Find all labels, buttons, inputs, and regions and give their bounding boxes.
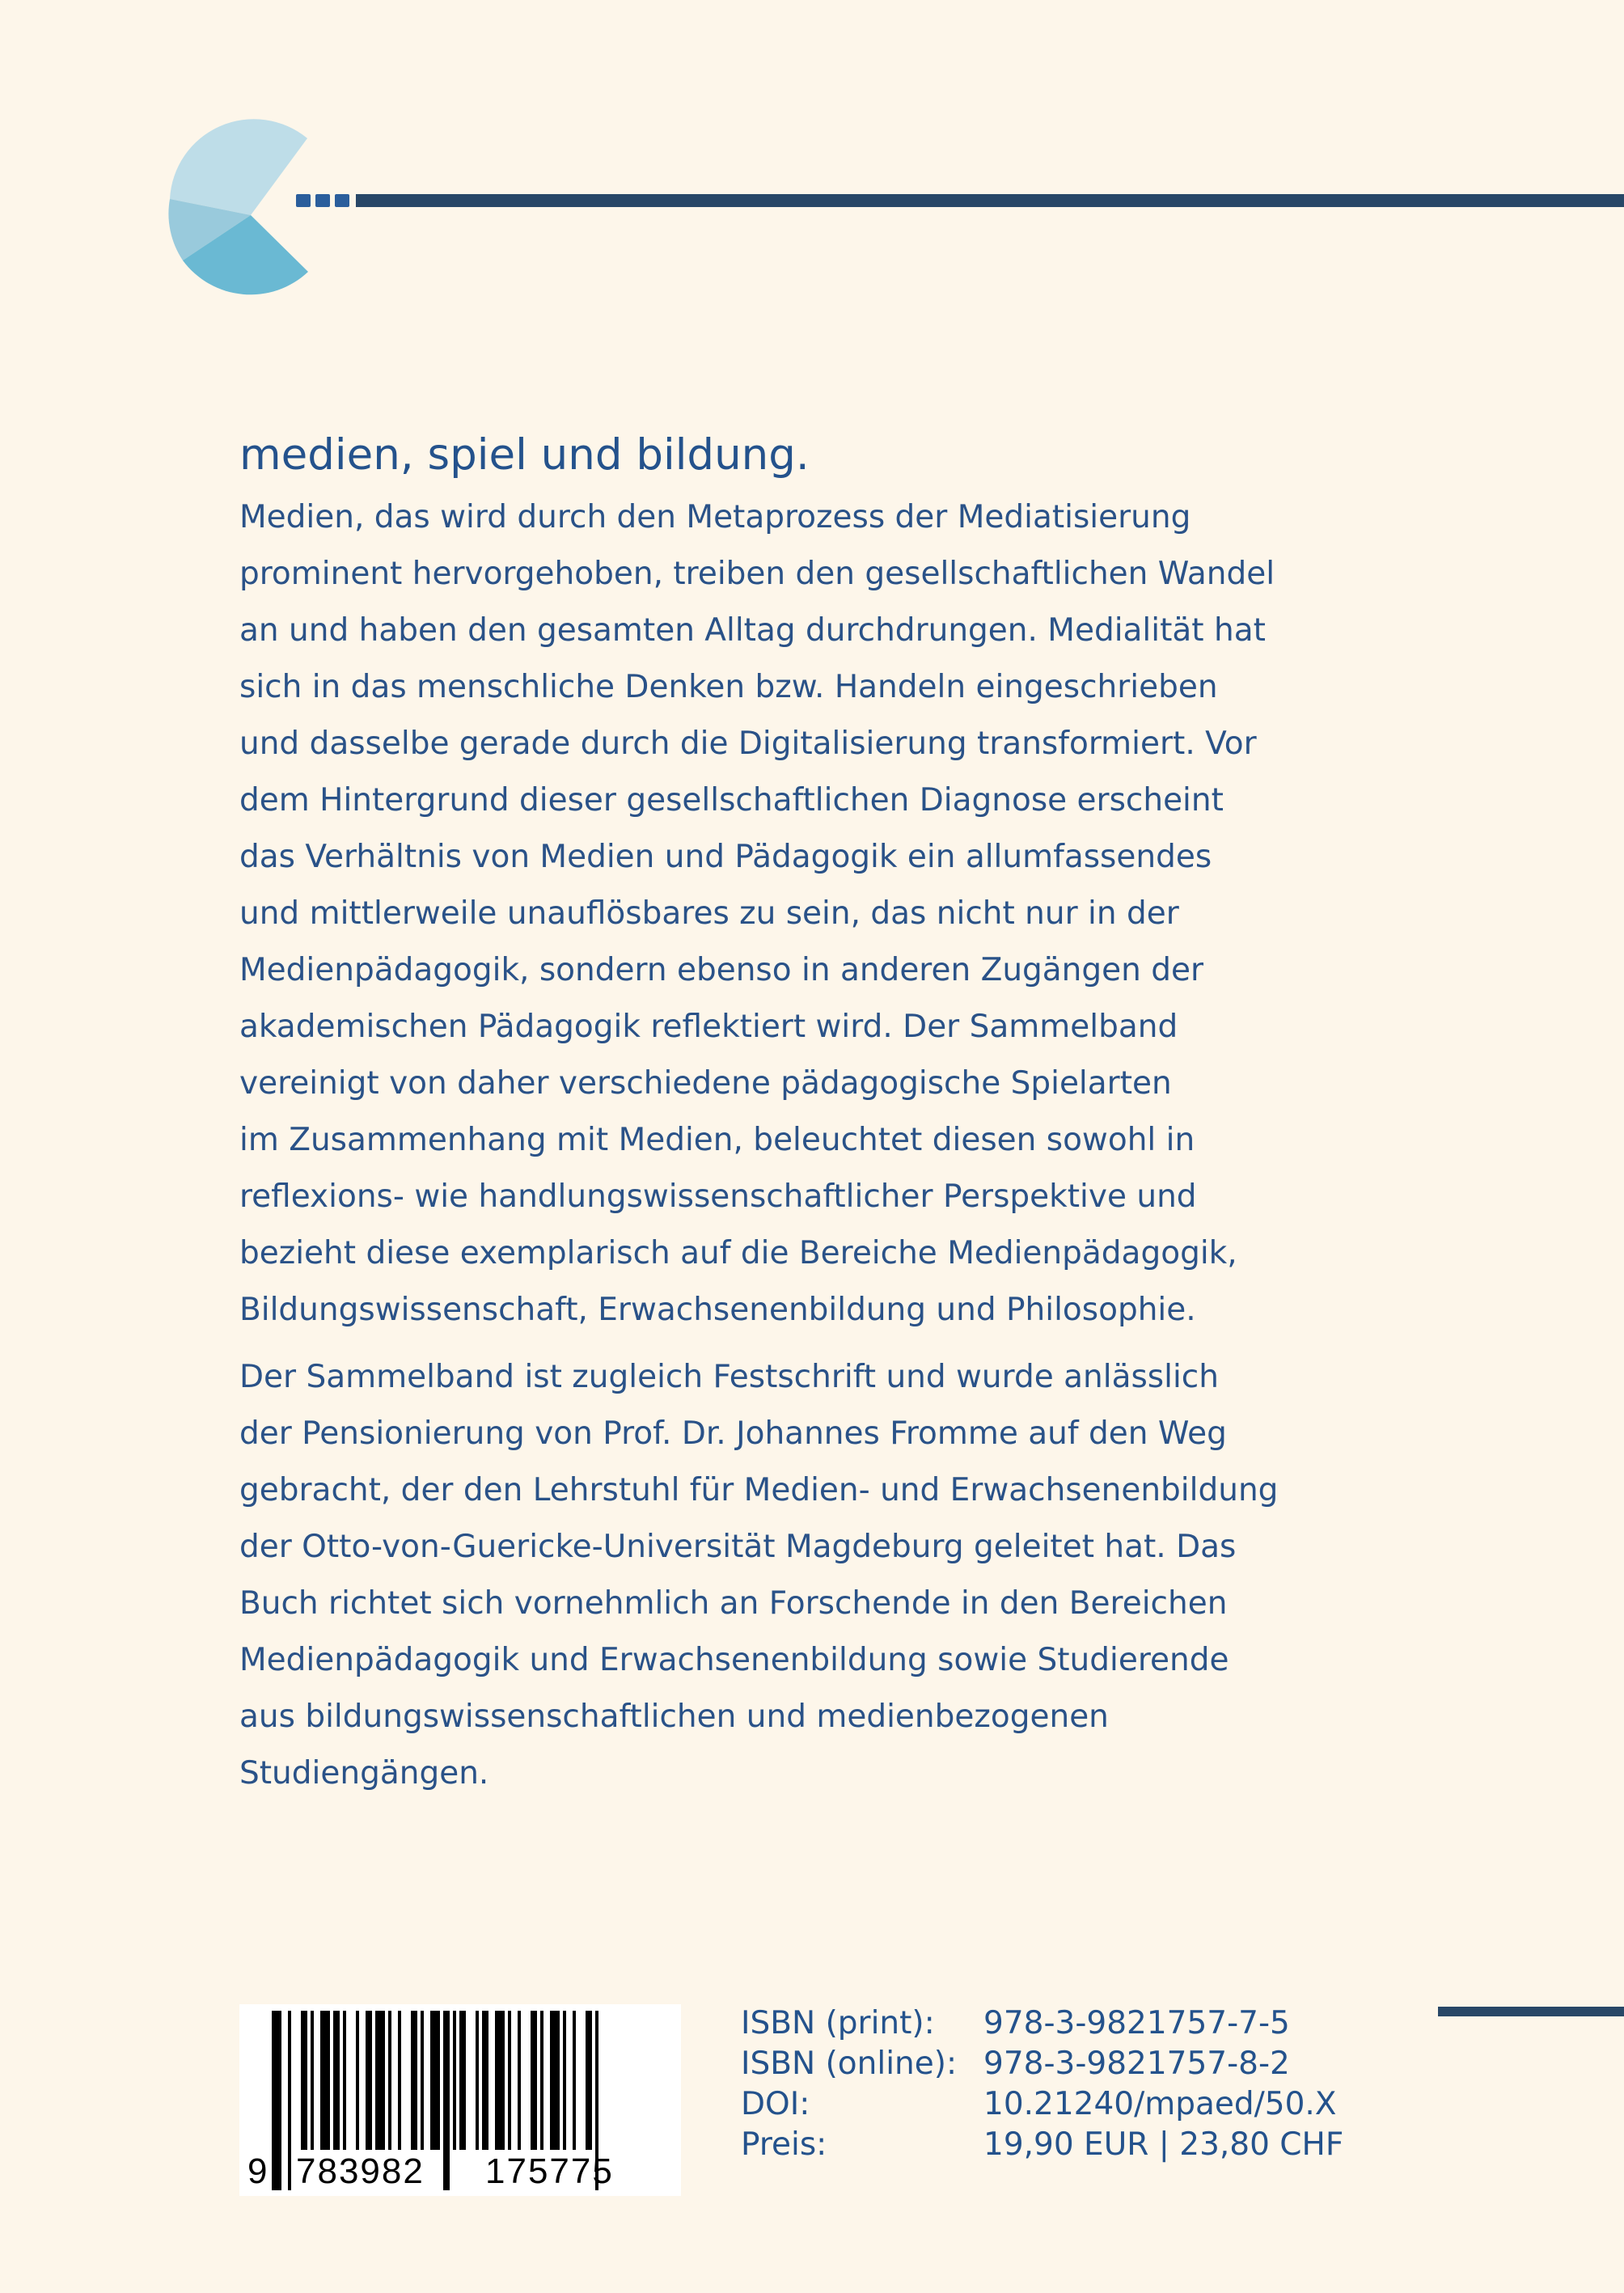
meta-row-isbn-online bbox=[741, 2044, 1343, 2084]
paragraph-line: reflexions- wie handlungswissenschaftlicher Perspektive und bbox=[239, 1178, 1197, 1215]
barcode-bar bbox=[550, 2011, 560, 2150]
barcode-bar bbox=[356, 2011, 359, 2150]
meta-label: ISBN (online): bbox=[741, 2046, 958, 2082]
barcode-bar bbox=[398, 2011, 401, 2150]
paragraph-line: Medienpädagogik und Erwachsenenbildung sowie Studierende bbox=[239, 1642, 1229, 1678]
barcode-right-digits: 175775 bbox=[485, 2151, 614, 2191]
paragraph-line: Bildungswissenschaft, Erwachsenenbildung und Philosophie. bbox=[239, 1292, 1196, 1328]
meta-label: ISBN (print): bbox=[741, 2005, 935, 2041]
paragraph-line: und dasselbe gerade durch die Digitalisierung transformiert. Vor bbox=[239, 726, 1257, 762]
meta-value: 19,90 EUR | 23,80 CHF bbox=[983, 2126, 1344, 2163]
barcode-bar bbox=[411, 2011, 417, 2150]
barcode-bar bbox=[430, 2011, 440, 2150]
meta-row-isbn-print bbox=[741, 2003, 1343, 2044]
barcode-bar bbox=[320, 2011, 330, 2150]
barcode-bar bbox=[586, 2011, 592, 2150]
paragraph-line: der Otto-von-Guericke-Universität Magdeburg geleitet hat. Das bbox=[239, 1529, 1237, 1565]
meta-label: DOI: bbox=[741, 2086, 810, 2122]
barcode-bar bbox=[508, 2011, 511, 2150]
description-paragraph-2 bbox=[239, 1349, 1388, 1802]
barcode-bar bbox=[453, 2011, 456, 2150]
header-dot bbox=[335, 194, 349, 207]
pie-chart-logo-icon bbox=[167, 118, 361, 296]
meta-row-doi bbox=[741, 2084, 1343, 2125]
paragraph-line: im Zusammenhang mit Medien, beleuchtet diesen sowohl in bbox=[239, 1122, 1195, 1158]
paragraph-line: der Pensionierung von Prof. Dr. Johannes Fromme auf den Weg bbox=[239, 1415, 1227, 1452]
barcode-bar bbox=[495, 2011, 505, 2150]
paragraph-line: Medien, das wird durch den Metaprozess der Mediatisierung bbox=[239, 499, 1191, 535]
paragraph-line: gebracht, der den Lehrstuhl für Medien- und Erwachsenenbildung bbox=[239, 1472, 1279, 1508]
barcode-bar bbox=[573, 2011, 576, 2150]
barcode-bar bbox=[343, 2011, 346, 2150]
paragraph-line: akademischen Pädagogik reflektiert wird. Der Sammelband bbox=[239, 1009, 1178, 1045]
barcode-bar bbox=[563, 2011, 566, 2150]
meta-value: 978-3-9821757-8-2 bbox=[983, 2046, 1290, 2082]
paragraph-line: vereinigt von daher verschiedene pädagogische Spielarten bbox=[239, 1065, 1172, 1102]
paragraph-line: bezieht diese exemplarisch auf die Bereiche Medienpädagogik, bbox=[239, 1235, 1237, 1271]
barcode-first-digit: 9 bbox=[247, 2151, 269, 2191]
barcode-bar bbox=[518, 2011, 521, 2150]
meta-value: 10.21240/mpaed/50.X bbox=[983, 2086, 1337, 2122]
barcode-bar bbox=[531, 2011, 537, 2150]
barcode-bar bbox=[421, 2011, 424, 2150]
barcode-bar bbox=[482, 2011, 488, 2150]
series-title: medien, spiel und bildung. bbox=[239, 430, 810, 480]
paragraph-line: Studiengängen. bbox=[239, 1755, 489, 1792]
barcode-bar bbox=[459, 2011, 466, 2150]
meta-label: Preis: bbox=[741, 2126, 827, 2163]
description-paragraph-1 bbox=[239, 489, 1388, 1339]
barcode-bar bbox=[476, 2011, 479, 2150]
header-dots bbox=[296, 194, 349, 207]
barcode-bar bbox=[301, 2011, 307, 2150]
paragraph-line: an und haben den gesamten Alltag durchdrungen. Medialität hat bbox=[239, 612, 1266, 649]
paragraph-line: sich in das menschliche Denken bzw. Handeln eingeschrieben bbox=[239, 669, 1218, 705]
meta-value: 978-3-9821757-7-5 bbox=[983, 2005, 1290, 2041]
barcode-bar bbox=[311, 2011, 314, 2150]
paragraph-line: aus bildungswissenschaftlichen und medienbezogenen bbox=[239, 1699, 1109, 1735]
barcode-digits bbox=[239, 2151, 681, 2192]
paragraph-line: Buch richtet sich vornehmlich an Forschende in den Bereichen bbox=[239, 1585, 1228, 1622]
paragraph-line: dem Hintergrund dieser gesellschaftlichen Diagnose erscheint bbox=[239, 782, 1224, 819]
meta-row-price bbox=[741, 2125, 1343, 2165]
barcode-bar bbox=[333, 2011, 340, 2150]
paragraph-line: das Verhältnis von Medien und Pädagogik ein allumfassendes bbox=[239, 839, 1212, 875]
barcode-bar bbox=[388, 2011, 391, 2150]
publication-metadata bbox=[741, 2003, 1343, 2165]
isbn-barcode bbox=[239, 2004, 681, 2196]
barcode-bar bbox=[375, 2011, 385, 2150]
header-dot bbox=[296, 194, 311, 207]
top-rule bbox=[356, 194, 1624, 207]
barcode-left-digits: 783982 bbox=[296, 2151, 425, 2191]
paragraph-line: Medienpädagogik, sondern ebenso in anderen Zugängen der bbox=[239, 952, 1204, 988]
bottom-rule bbox=[1438, 2007, 1624, 2016]
header-dot bbox=[315, 194, 330, 207]
paragraph-line: Der Sammelband ist zugleich Festschrift und wurde anlässlich bbox=[239, 1359, 1219, 1395]
barcode-bar bbox=[366, 2011, 372, 2150]
paragraph-line: und mittlerweile unauflösbares zu sein, das nicht nur in der bbox=[239, 895, 1179, 932]
paragraph-line: prominent hervorgehoben, treiben den gesellschaftlichen Wandel bbox=[239, 556, 1275, 592]
barcode-bar bbox=[540, 2011, 543, 2150]
